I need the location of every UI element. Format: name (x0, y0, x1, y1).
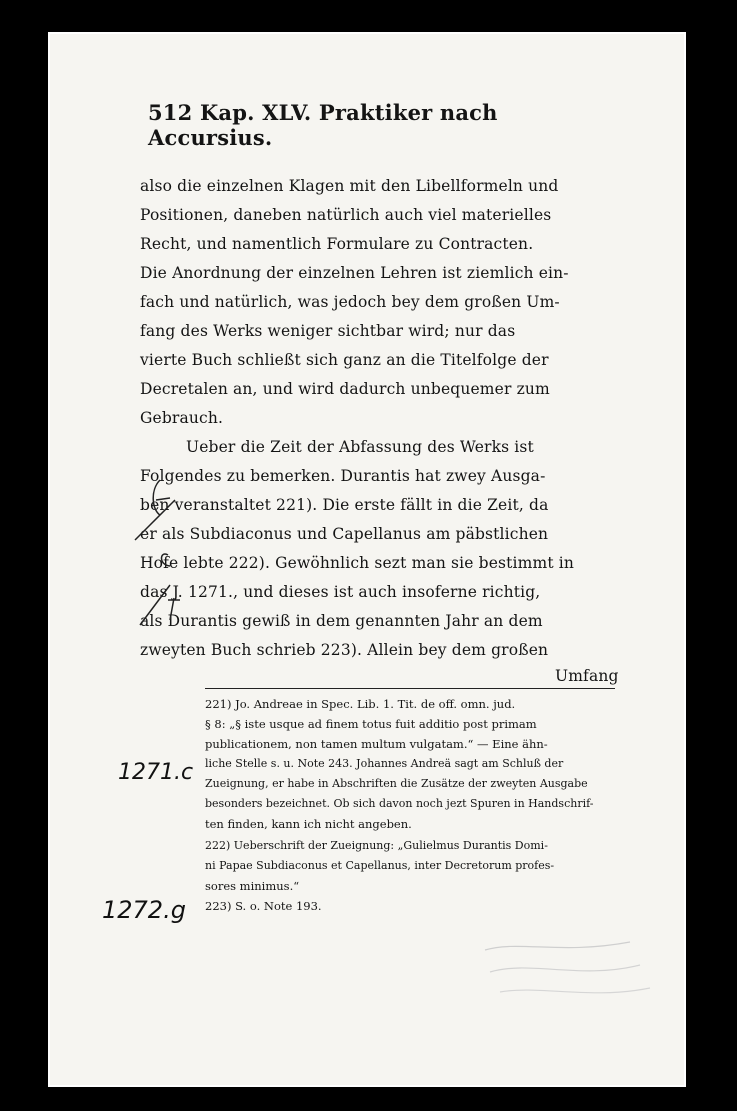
body-line: Ueber die Zeit der Abfassung des Werks ist (186, 438, 534, 456)
body-line: zweyten Buch schrieb 223). Allein bey dem großen (140, 641, 549, 659)
page-header (148, 100, 598, 150)
body-line: Folgendes zu bemerken. Durantis hat zwey Ausga- (140, 467, 546, 485)
pencil-marks (130, 470, 200, 660)
body-line: das J. 1271., und dieses ist auch insoferne richtig, (140, 583, 541, 601)
footnote-line: ten finden, kann ich nicht angeben. (205, 817, 412, 831)
body-line: Die Anordnung der einzelnen Lehren ist ziemlich ein- (140, 264, 569, 282)
footnote-line: ni Papae Subdiaconus et Capellanus, inter Decretorum profes- (205, 859, 555, 872)
page-number: 512 (148, 100, 193, 125)
footnote-line: 222) Ueberschrift der Zueignung: „Gulielmus Durantis Domi- (205, 839, 548, 852)
body-line: fach und natürlich, was jedoch bey dem großen Um- (140, 293, 560, 311)
body-line: ben veranstaltet 221). Die erste fällt in die Zeit, da (140, 496, 549, 514)
footnote-line: publicationem, non tamen multum vulgatam.“ — Eine ähn- (205, 737, 548, 751)
body-line: als Durantis gewiß in dem genannten Jahr an dem (140, 612, 543, 630)
body-line: Decretalen an, und wird dadurch unbequemer zum (140, 380, 550, 398)
faint-scribble (480, 930, 660, 1010)
footnote-line: besonders bezeichnet. Ob sich davon noch jezt Spuren in Handschrif- (205, 797, 594, 810)
body-line: Positionen, daneben natürlich auch viel materielles (140, 206, 552, 224)
page-title: Kap. XLV. Praktiker nach Accursius. (148, 100, 498, 150)
catchword: Umfang (555, 667, 619, 685)
margin-note: 1271.c (118, 760, 194, 785)
body-line: also die einzelnen Klagen mit den Libellformeln und (140, 177, 559, 195)
body-line: er als Subdiaconus und Capellanus am päbstlichen (140, 525, 549, 543)
body-line: Gebrauch. (140, 409, 224, 427)
footnote-line: Zueignung, er habe in Abschriften die Zusätze der zweyten Ausgabe (205, 777, 588, 790)
body-line: vierte Buch schließt sich ganz an die Titelfolge der (140, 351, 549, 369)
footnote-rule (205, 688, 615, 689)
margin-note: 1272.g (102, 896, 186, 924)
body-line: fang des Werks weniger sichtbar wird; nur das (140, 322, 516, 340)
footnote-line: § 8: „§ iste usque ad finem totus fuit additio post primam (205, 717, 537, 731)
footnote-line: liche Stelle s. u. Note 243. Johannes Andreä sagt am Schluß der (205, 757, 564, 770)
footnote-line: 223) S. o. Note 193. (205, 899, 322, 913)
footnote-line: sores minimus.“ (205, 879, 300, 893)
footnote-line: 221) Jo. Andreae in Spec. Lib. 1. Tit. de off. omn. jud. (205, 697, 516, 711)
body-line: Recht, und namentlich Formulare zu Contracten. (140, 235, 534, 253)
body-line: Hofe lebte 222). Gewöhnlich sezt man sie bestimmt in (140, 554, 575, 572)
